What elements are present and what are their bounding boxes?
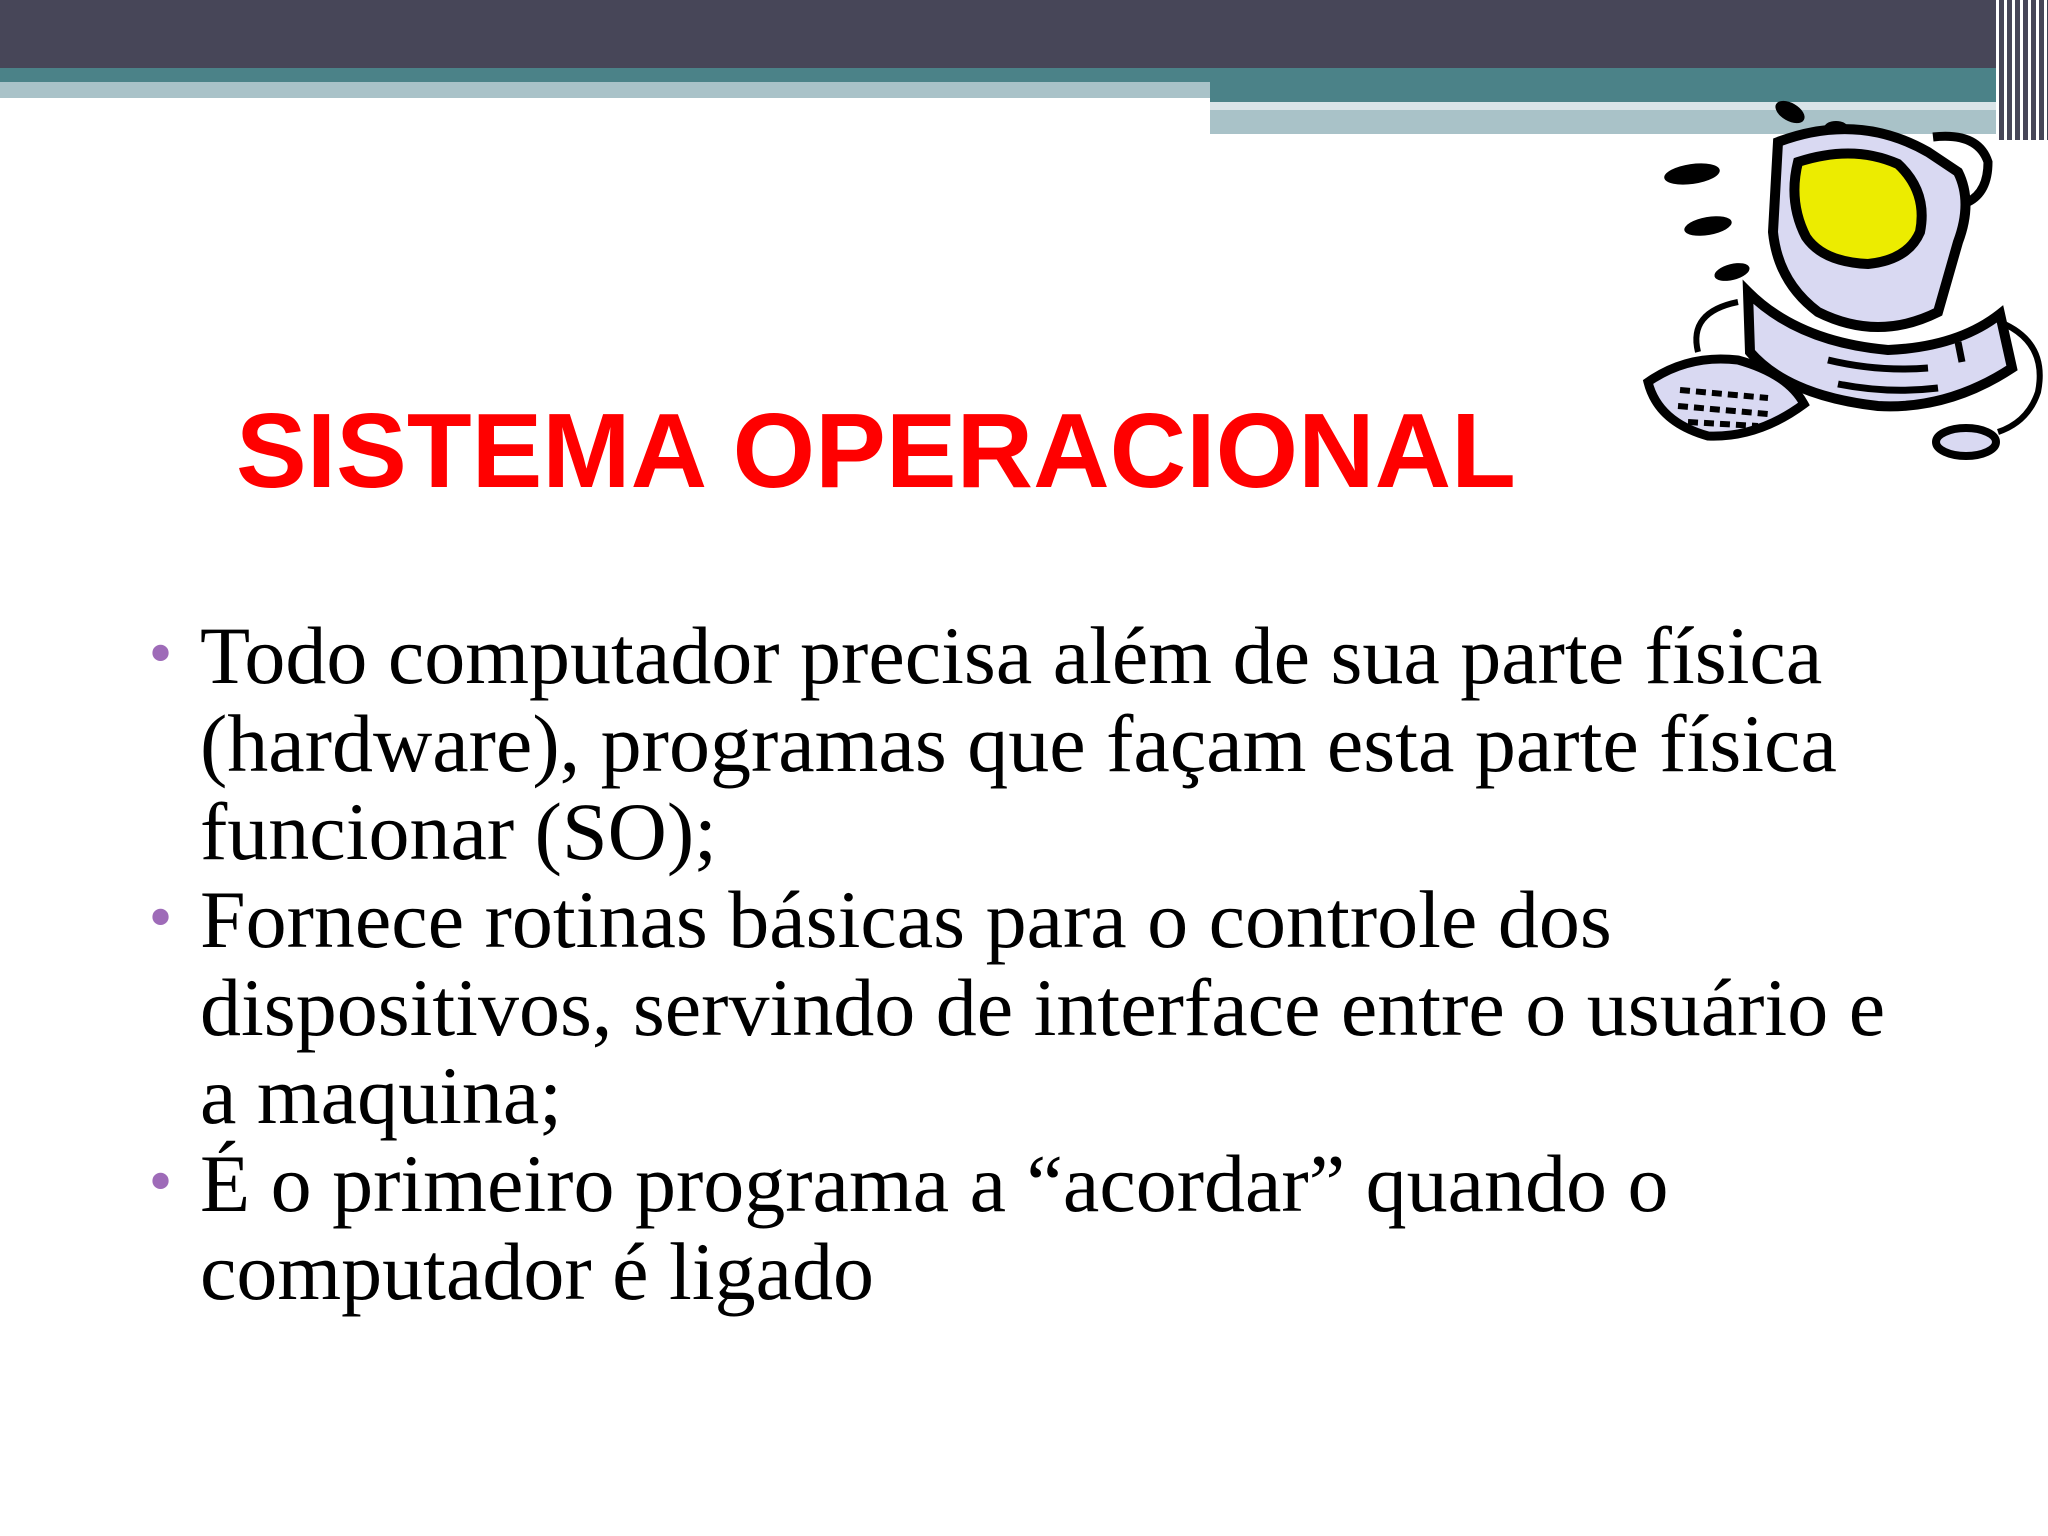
bullet-text: É o primeiro programa a “acordar” quando o computador é ligado — [200, 1138, 1669, 1317]
bullet-text: Fornece rotinas básicas para o controle dos dispositivos, servindo de interface entre o usuário e a maquina; — [200, 874, 1886, 1141]
computer-clipart-icon — [1628, 92, 2048, 472]
bullet-item — [140, 1140, 1900, 1316]
bullet-text: Todo computador precisa além de sua parte física (hardware), programas que façam esta parte física funcionar (SO); — [200, 610, 1837, 877]
bullet-item — [140, 612, 1900, 876]
slide-title: SISTEMA OPERACIONAL — [236, 392, 1516, 510]
bullet-icon: • — [144, 623, 178, 688]
header-bar-teal — [0, 68, 2048, 82]
bullet-list — [140, 612, 1900, 1316]
bullet-icon: • — [144, 1151, 178, 1216]
header-bar-light — [0, 82, 1210, 98]
bullet-icon: • — [144, 887, 178, 952]
header-bar-dark — [0, 0, 2048, 68]
bullet-item — [140, 876, 1900, 1140]
